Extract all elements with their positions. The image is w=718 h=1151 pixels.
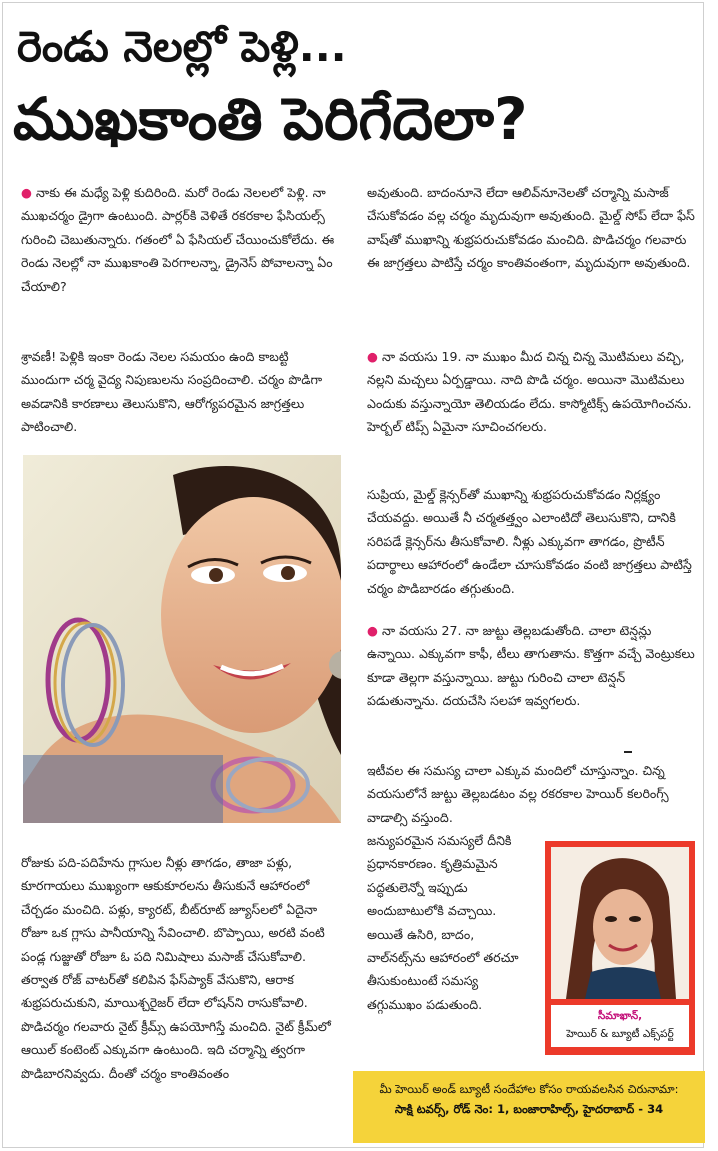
question-2 (367, 345, 697, 439)
answer-1-continued (21, 851, 339, 1085)
answer-3 (367, 759, 697, 829)
answer-1-intro (21, 345, 339, 439)
bullet-icon: ● (367, 349, 378, 364)
headline-line-2: ముఖకాంతి పెరిగేదెలా? (13, 85, 528, 153)
answer-2-text: సుప్రియ, మైల్డ్ క్లెన్సర్‌తో ముఖాన్ని శుభ్రపరుచుకోవడం నిర్లక్ష్యం చేయవద్దు. అయితే నీ చర్మతత్త్వం ఎలాంటిదో తెలుసుకొని, దానికి సరిపడే క్లెన్సర్‌ను తీసుకోవాలి. నీళ్లు ఎక్కువగా తాగడం, ప్రొటీన్ పదార్థాలు ఆహారంలో ఉండేలా చూసుకోవడం వంటి జాగ్రత్తలు పాటిస్తే చర్మం పొడిబారడం తగ్గుతుంది. (367, 487, 692, 596)
expert-name: సీమాఖాన్, (597, 1010, 643, 1022)
answer-1-continued-text: రోజుకు పది-పదిహేను గ్లాసుల నీళ్లు తాగడం, తాజా పళ్లు, కూరగాయలు ముఖ్యంగా ఆకుకూరలను తీసుకునే ఆహారంలో చేర్చడం మంచిది. పళ్లు, క్యారట్, బీట్‌రూట్ జ్యూస్‌లలో ఏదైనా రోజూ ఒక గ్లాసు పానీయాన్ని సేవించాలి. బొప్పాయి, అరటి వంటి పండ్ల గుజ్జుతో రోజూ ఓ పది నిమిషాలు మసాజ్ చేసుకోవాలి. తర్వాత రోజ్ వాటర్‌తో కలిపిన ఫేస్‌ప్యాక్ వేసుకొని, ఆరాక శుభ్రపరుచుకుని, మాయిశ్చరైజర్ లేదా లోషన్‌ని రాసుకోవాలి. పొడిచర్మం గలవారు నైట్ క్రీమ్స్ ఉపయోగిస్తే మంచిది. నైట్ క్రీమ్‌లో ఆయిల్ కంటెంట్ ఎక్కువగా ఉంటుంది. ఇది చర్మాన్ని త్వరగా పొడిబారనివ్వదు. దీంతో చర్మం కాంతివంతం (21, 855, 331, 1081)
footer-line-2: సాక్షి టవర్స్, రోడ్ నెం: 1, బంజారాహిల్స్, హైదరాబాద్ - 34 (394, 1102, 664, 1116)
answer-1-intro-text: శ్రావణీ! పెళ్లికి ఇంకా రెండు నెలల సమయం ఉంది కాబట్టి ముందుగా చర్మ వైద్య నిపుణులను సంప్రదించాలి. చర్మం పొడిగా అవడానికి కారణాలు తెలుసుకొని, ఆరోగ్యపరమైన జాగ్రత్తలు పాటించాలి. (21, 349, 323, 435)
question-3 (367, 619, 697, 713)
answer-3-side (367, 829, 535, 1016)
model-photo (23, 455, 341, 823)
divider-dash (624, 751, 632, 753)
question-1-text: నాకు ఈ మధ్యే పెళ్లి కుదిరింది. మరో రెండు నెలలలో పెళ్లి. నా ముఖచర్మం డ్రైగా ఉంటుంది. పార్లర్‌కి వెళితే రకరకాల ఫేసియల్స్ గురించి చెబుతున్నారు. గతంలో ఏ ఫేసియల్ చేయించుకోలేదు. ఈ రెండు నెలల్లో నా ముఖకాంతి పెరగాలన్నా, డ్రైనెస్ పోవాలన్నా ఏం చేయాలి? (21, 185, 335, 294)
question-3-text: నా వయసు 27. నా జుట్టు తెల్లబడుతోంది. చాలా టెన్షన్లు ఉన్నాయి. ఎక్కువగా కాఫీ, టీలు తాగుతాను. కొత్తగా వచ్చే వెంట్రుకలు కూడా తెల్లగా వస్తున్నాయి. జుట్టు గురించి చాలా టెన్షన్ పడుతున్నాను. దయచేసి సలహా ఇవ్వగలరు. (367, 623, 695, 709)
answer-3-side-text: జన్యుపరమైన సమస్యలే దీనికి ప్రధానకారణం. కృత్రిమమైన పద్ధతులెన్నో ఇప్పుడు అందుబాటులోకి వచ్చాయి. అయితే ఉసిరి, బాదం, వాల్‌నట్స్‌ను ఆహారంలో తరచూ తీసుకుంటుంటే సమస్య తగ్గుముఖం పడుతుంది. (367, 833, 519, 1012)
expert-portrait-illustration (551, 847, 689, 999)
newspaper-page (2, 2, 704, 1148)
expert-box (545, 841, 695, 1055)
model-photo-illustration (23, 455, 341, 823)
footer-line-1: మీ హెయిర్ అండ్ బ్యూటీ సందేహాల కోసం రాయవలసిన చిరునామా: (379, 1082, 679, 1096)
expert-title: హెయిర్ & బ్యూటీ ఎక్స్‌పర్ట్ (566, 1028, 674, 1040)
answer-1-end-text: అవుతుంది. బాదంనూనె లేదా ఆలివ్‌నూనెలతో చర్మాన్ని మసాజ్ చేసుకోవడం వల్ల చర్మం మృదువుగా అవుతుంది. మైల్డ్ సోప్ లేదా ఫేస్ వాష్‌తో ముఖాన్ని శుభ్రపరుచుకోవడం మంచిది. పొడిచర్మం గలవారు ఈ జాగ్రత్తలు పాటిస్తే చర్మం కాంతివంతంగా, మృదువుగా అవుతుంది. (367, 185, 695, 271)
expert-photo (551, 847, 689, 999)
question-1 (21, 181, 339, 298)
question-2-text: నా వయసు 19. నా ముఖం మీద చిన్న చిన్న మొటిమలు వచ్చి, నల్లని మచ్చలు ఏర్పడ్డాయి. నాది పొడి చర్మం. అయినా మొటిమలు ఎందుకు వస్తున్నాయో తెలియడం లేదు. కాస్మోటిక్స్ ఉపయోగించను. హెర్బల్ టిప్స్ ఏమైనా సూచించగలరు. (367, 349, 692, 435)
bullet-icon: ● (367, 623, 378, 638)
answer-3-text: ఇటీవల ఈ సమస్య చాలా ఎక్కువ మందిలో చూస్తున్నాం. చిన్న వయసులోనే జుట్టు తెల్లబడటం వల్ల రకరకాల హెయిర్ కలరింగ్స్ వాడాల్సి వస్తుంది. (367, 763, 669, 825)
headline-line-1: రెండు నెలల్లో పెళ్లి... (17, 22, 347, 71)
expert-caption (551, 1005, 689, 1047)
bullet-icon: ● (21, 185, 32, 200)
answer-1-end (367, 181, 697, 275)
answer-2 (367, 483, 697, 600)
address-footer (353, 1071, 705, 1143)
